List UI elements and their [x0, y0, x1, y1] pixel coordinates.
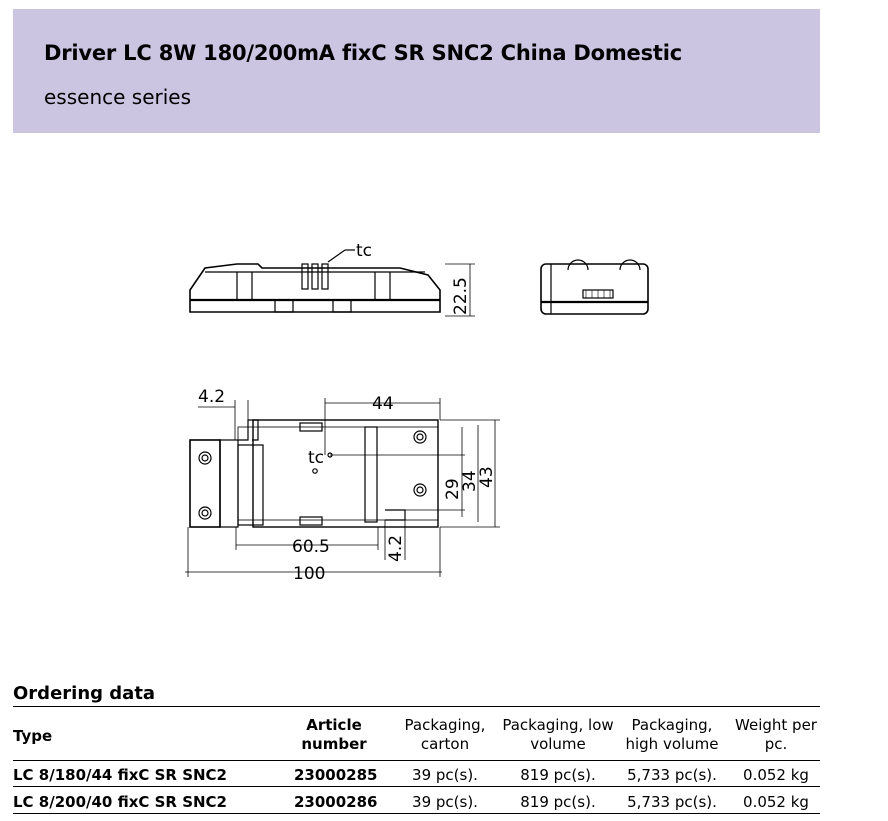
technical-drawing — [170, 230, 670, 590]
col-header-article — [294, 716, 374, 754]
ordering-data-title: Ordering data — [13, 683, 156, 704]
col-header-low-volume — [498, 716, 618, 754]
dim-4-2-left: 4.2 — [198, 387, 226, 407]
height-dimension: 22.5 — [451, 277, 471, 315]
product-title: Driver LC 8W 180/200mA fixC SR SNC2 China Domestic — [44, 41, 682, 65]
col-header-carton-line1: Packaging, — [404, 716, 486, 734]
end-view — [541, 260, 648, 314]
tc-label-plan: tc — [308, 448, 325, 468]
tc-label-side: tc — [356, 241, 373, 261]
dim-4-2-bottom: 4.2 — [386, 534, 406, 562]
col-header-high-volume — [620, 716, 724, 754]
col-header-type: Type — [13, 727, 53, 745]
row-1-carton: 39 pc(s). — [412, 766, 478, 784]
row-2-carton: 39 pc(s). — [412, 793, 478, 811]
col-header-low-line2: volume — [530, 735, 586, 753]
dim-34: 34 — [460, 470, 480, 492]
col-header-carton-line2: carton — [420, 735, 470, 753]
row-1-weight: 0.052 kg — [743, 766, 809, 784]
side-view — [190, 250, 475, 316]
dim-44: 44 — [372, 394, 394, 414]
row-2-high: 5,733 pc(s). — [627, 793, 717, 811]
row-1-article: 23000285 — [294, 766, 378, 784]
row-1-low: 819 pc(s). — [520, 766, 596, 784]
table-row-rule — [13, 786, 820, 787]
col-header-high-line1: Packaging, — [631, 716, 713, 734]
header-band — [13, 9, 820, 133]
col-header-weight-line1: Weight per — [735, 716, 817, 734]
col-header-weight — [730, 716, 822, 754]
dim-100: 100 — [293, 564, 326, 584]
row-2-type: LC 8/200/40 fixC SR SNC2 — [13, 793, 227, 811]
table-header-rule — [13, 760, 820, 761]
col-header-carton — [400, 716, 490, 754]
row-2-low: 819 pc(s). — [520, 793, 596, 811]
row-1-type: LC 8/180/44 fixC SR SNC2 — [13, 766, 227, 784]
product-series: essence series — [44, 85, 192, 109]
dim-60-5: 60.5 — [292, 537, 330, 557]
col-header-article-line1: Article — [306, 716, 362, 734]
col-header-article-line2: number — [301, 735, 367, 753]
dim-29: 29 — [443, 478, 463, 500]
row-1-high: 5,733 pc(s). — [627, 766, 717, 784]
dim-43: 43 — [477, 466, 497, 488]
table-top-rule — [13, 706, 820, 707]
row-2-article: 23000286 — [294, 793, 378, 811]
col-header-high-line2: high volume — [625, 735, 719, 753]
col-header-low-line1: Packaging, low — [502, 716, 614, 734]
row-2-weight: 0.052 kg — [743, 793, 809, 811]
col-header-weight-line2: pc. — [764, 735, 788, 753]
table-bottom-rule — [13, 813, 820, 814]
